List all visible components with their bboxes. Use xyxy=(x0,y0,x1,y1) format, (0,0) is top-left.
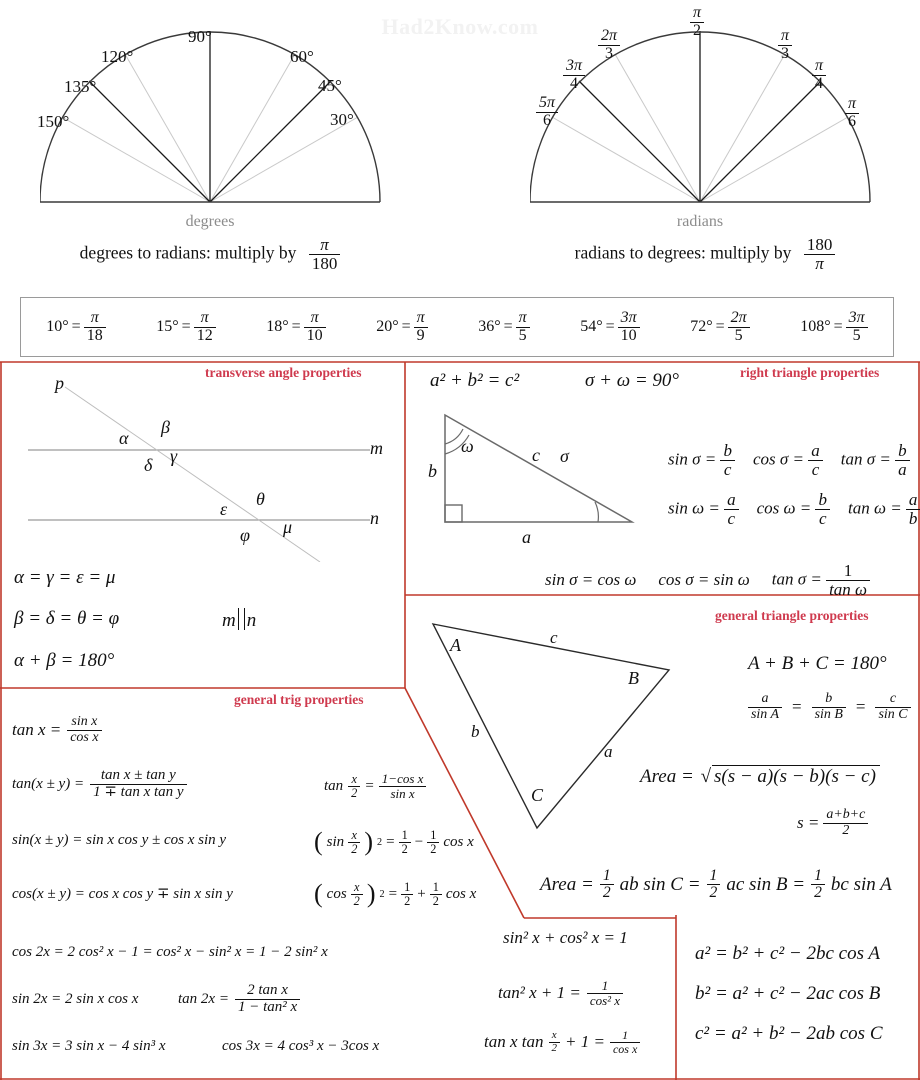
heron-radicand: s(s − a)(s − b)(s − c) xyxy=(712,765,880,788)
law-of-sines-term-a xyxy=(748,692,782,722)
t2-num: 1 xyxy=(432,879,439,894)
conversion-radians xyxy=(618,310,640,345)
degree-label-150: 150° xyxy=(37,112,70,131)
right-triangle-angle-omega: ω xyxy=(461,436,474,456)
cofunction-tan xyxy=(772,562,870,599)
law-of-cosines-c: c² = a² + b² − 2ab cos C xyxy=(695,1023,883,1044)
conversion-degrees: 20° xyxy=(376,318,399,335)
ratio-num: b xyxy=(723,441,732,460)
factor-denominator: 180 xyxy=(309,254,341,273)
pythagorean-identity-2 xyxy=(498,979,623,1007)
tan-def-lhs: tan x = xyxy=(12,720,62,740)
tangent-definition xyxy=(12,715,102,745)
angle-label-epsilon: ε xyxy=(220,499,228,519)
transverse-lines-diagram xyxy=(20,372,400,562)
t2-num: 1 xyxy=(430,827,437,842)
sin-half-lhs: sin xyxy=(326,833,345,850)
ratio-lhs: tan σ = xyxy=(840,449,891,469)
id3-fraction xyxy=(610,1029,640,1055)
operator: + xyxy=(417,885,426,902)
tan-omega-ratio xyxy=(848,491,920,528)
ratio-den: c xyxy=(724,509,739,528)
degree-label-45: 45° xyxy=(318,76,342,95)
pythagorean-theorem: a² + b² = c² xyxy=(430,370,520,391)
radian-label-pi-over-6 xyxy=(845,96,859,131)
ratio-den: c xyxy=(720,460,735,479)
radian-label-3pi-over-4 xyxy=(563,58,585,93)
los-num: c xyxy=(889,691,897,706)
rad-num: π xyxy=(848,95,857,112)
general-triangle-vertex-B: B xyxy=(628,668,639,688)
tail: cos x xyxy=(443,833,474,850)
eq: = xyxy=(388,885,398,902)
tan-def-fraction xyxy=(67,715,101,745)
ratio-den: a xyxy=(895,460,910,479)
general-triangle-side-c: c xyxy=(550,628,558,647)
semiperimeter-fraction xyxy=(823,808,868,838)
id3-lhs: tan x tan xyxy=(484,1032,544,1052)
t1-num: 1 xyxy=(401,827,408,842)
cosine-sum-formula: cos(x ± y) = cos x cos y ∓ sin x sin y xyxy=(12,886,233,902)
tangent-half-angle xyxy=(324,772,426,800)
arg-num: x xyxy=(351,771,357,786)
angle-label-mu: μ xyxy=(283,517,293,537)
tan-num: sin x xyxy=(71,714,98,729)
arg-den: 2 xyxy=(549,1042,561,1055)
arg-den: 2 xyxy=(351,894,363,908)
herons-formula xyxy=(640,765,880,788)
exponent: 2 xyxy=(377,836,383,848)
half-num: 1 xyxy=(814,867,822,884)
general-triangle-angle-sum: A + B + C = 180° xyxy=(748,653,887,674)
ratio-num: a xyxy=(908,490,918,509)
general-triangle-side-b: b xyxy=(471,722,480,741)
half-term-2 xyxy=(427,829,439,856)
tan-half-arg xyxy=(348,773,360,800)
area-half-3 xyxy=(811,868,825,902)
degree-label-30: 30° xyxy=(330,110,354,129)
operator: − xyxy=(414,833,424,850)
transversal-label-p: p xyxy=(55,373,64,393)
general-triangle-panel-header: general triangle properties xyxy=(715,608,869,623)
law-of-sines xyxy=(748,692,911,722)
conversion-entry: 36° = $\frac{\pi}{5}$ xyxy=(478,310,529,345)
degree-radian-conversion-table xyxy=(20,297,894,357)
rad-den: 6 xyxy=(536,112,558,130)
tangent-sum-formula xyxy=(12,768,187,801)
parallel-m: m xyxy=(222,610,236,632)
conversion-radians xyxy=(728,310,750,345)
rad-num: π xyxy=(815,57,824,74)
half-num: 1 xyxy=(709,867,718,884)
area-tail-2: ac sin B = xyxy=(726,873,806,895)
parallel-symbol xyxy=(238,608,245,630)
t2-den: 2 xyxy=(427,842,439,856)
rad-num: π xyxy=(781,27,790,44)
tan-sum-lhs: tan(x ± y) = xyxy=(12,775,85,792)
semiperimeter-lhs: s = xyxy=(797,813,820,833)
ratio-lhs: tan ω = xyxy=(847,498,902,518)
t2-den: 2 xyxy=(430,894,442,908)
conversion-entry: 10° = $\frac{\pi}{18}$ xyxy=(46,310,105,345)
ratio-den: c xyxy=(815,509,830,528)
law-of-cosines-b: b² = a² + c² − 2ac cos B xyxy=(695,983,881,1004)
rad-den: 4 xyxy=(812,75,826,93)
los-den: sin C xyxy=(875,707,910,723)
right-triangle-diagram xyxy=(420,400,650,535)
conversion-entry: 54° = $\frac{3\pi}{10}$ xyxy=(580,310,639,345)
t1-den: 2 xyxy=(401,894,413,908)
arg-den: 2 xyxy=(348,842,360,856)
sine-half-squared xyxy=(314,827,474,857)
area-half-1 xyxy=(600,868,614,902)
right-triangle-angle-sigma: σ xyxy=(560,446,569,466)
conversion-degrees: 108° xyxy=(800,318,831,335)
arg-num: x xyxy=(351,827,357,842)
rad-den: 3 xyxy=(598,45,620,63)
ratio-num: b xyxy=(818,490,827,509)
conv-num: 3π xyxy=(848,308,865,326)
conversion-entry: 18° = $\frac{\pi}{10}$ xyxy=(266,310,325,345)
law-of-cosines-a: a² = b² + c² − 2bc cos A xyxy=(695,943,881,964)
conv-den: 18 xyxy=(84,327,106,345)
th-den: sin x xyxy=(379,786,427,801)
conv-num: 2π xyxy=(730,308,747,326)
cos-half-arg xyxy=(351,881,363,908)
ratio-lhs: sin ω = xyxy=(668,498,720,518)
conversion-radians xyxy=(846,310,868,345)
ratio-num: b xyxy=(898,441,907,460)
eq: = xyxy=(386,833,395,850)
half-num: 1 xyxy=(602,867,611,884)
conversion-radians xyxy=(516,310,530,345)
conversion-degrees: 72° xyxy=(690,318,713,335)
conversion-entry: 20° = $\frac{\pi}{9}$ xyxy=(376,310,427,345)
sine-double-angle: sin 2x = 2 sin x cos x xyxy=(12,991,139,1007)
tan2x-fraction xyxy=(235,983,300,1016)
cofunction-num: 1 xyxy=(843,561,853,580)
conversion-degrees: 54° xyxy=(580,318,603,335)
equals-1: = xyxy=(792,697,802,717)
half-term-2 xyxy=(430,881,442,908)
cofunction-den: tan ω xyxy=(826,580,870,599)
area-tail-3: bc sin A xyxy=(830,873,892,895)
rad-num: π xyxy=(693,4,702,21)
ratio-fraction xyxy=(720,442,735,479)
conv-num: π xyxy=(416,308,425,326)
right-triangle-side-b: b xyxy=(428,461,437,481)
arg-den: 2 xyxy=(348,786,360,800)
tan-sigma-ratio xyxy=(841,442,910,479)
general-triangle-vertex-A: A xyxy=(450,635,461,655)
ratio-fraction xyxy=(815,491,830,528)
radians-caption: radians xyxy=(676,213,724,230)
id2-num: 1 xyxy=(601,978,609,993)
id2-lhs: tan² x + 1 = xyxy=(498,983,581,1003)
rad-den: 2 xyxy=(690,22,704,40)
rad-den: 3 xyxy=(778,45,792,63)
conversion-degrees: 36° xyxy=(478,318,501,335)
ratio-lhs: sin σ = xyxy=(668,449,717,469)
conv-den: 12 xyxy=(194,327,216,345)
ratio-lhs: cos σ = xyxy=(752,449,804,469)
tail: cos x xyxy=(445,885,477,902)
heron-lhs: Area = xyxy=(640,766,694,787)
watermark: Had2Know.com xyxy=(381,14,539,39)
conv-den: 5 xyxy=(846,327,868,345)
paren-close: ) xyxy=(364,827,374,856)
area-sine-formula xyxy=(540,868,892,902)
degrees-to-radians-text: degrees to radians: multiply by xyxy=(79,242,297,263)
general-triangle-side-a: a xyxy=(604,742,613,761)
half-den: 2 xyxy=(600,884,614,901)
cofunction-identities xyxy=(545,562,870,599)
radian-label-pi-over-4 xyxy=(812,58,826,93)
radian-label-5pi-over-6 xyxy=(536,95,558,130)
radians-to-degrees-note xyxy=(490,236,920,273)
arg-num: x xyxy=(551,1029,557,1042)
right-triangle-ratios-row-2 xyxy=(668,491,920,528)
sp-num: a+b+c xyxy=(826,807,866,822)
ratio-num: a xyxy=(727,490,736,509)
exponent: 2 xyxy=(379,888,385,900)
right-triangle-side-a: a xyxy=(522,527,531,547)
los-den: sin B xyxy=(812,707,846,723)
conversion-radians xyxy=(304,310,326,345)
cofunction-tan-lhs: tan σ = xyxy=(771,569,822,589)
t1-den: 2 xyxy=(399,842,411,856)
angle-label-theta: θ xyxy=(256,489,265,509)
general-trig-panel-header: general trig properties xyxy=(234,692,364,707)
law-of-sines-term-c xyxy=(875,692,910,722)
degree-label-60: 60° xyxy=(290,47,314,66)
angle-label-beta: β xyxy=(161,417,170,437)
degree-label-135: 135° xyxy=(64,77,97,96)
radian-label-pi-over-3 xyxy=(778,28,792,63)
right-triangle-panel-header: right triangle properties xyxy=(740,365,880,380)
ratio-den: b xyxy=(906,509,920,528)
sp-den: 2 xyxy=(823,823,868,839)
paren-open: ( xyxy=(314,879,323,908)
angle-label-alpha: α xyxy=(119,428,129,448)
area-half-2 xyxy=(707,868,721,902)
conversion-radians xyxy=(194,310,216,345)
id3-den: cos x xyxy=(610,1042,640,1056)
half-den: 2 xyxy=(707,884,721,901)
degrees-caption: degrees xyxy=(185,213,235,230)
square-root: √ s(s − a)(s − b)(s − c) xyxy=(699,765,880,788)
radians-to-degrees-text: radians to degrees: multiply by xyxy=(574,242,792,263)
cosine-double-angle: cos 2x = 2 cos² x − 1 = cos² x − sin² x = 1 − 2 sin² x xyxy=(12,944,328,960)
ratio-fraction xyxy=(906,491,920,528)
cos-sigma-ratio xyxy=(753,442,823,479)
half-term-1 xyxy=(399,829,411,856)
tan-half-fraction xyxy=(379,772,427,800)
degree-label-90: 90° xyxy=(188,27,212,46)
sin-omega-ratio xyxy=(668,491,739,528)
rad-num: 5π xyxy=(539,94,556,111)
rad-den: 4 xyxy=(563,75,585,93)
conversion-degrees: 15° xyxy=(156,318,179,335)
conversion-degrees: 10° xyxy=(46,318,69,335)
line-label-n: n xyxy=(370,508,379,528)
rad-num: 3π xyxy=(566,57,583,74)
rad-den: 6 xyxy=(845,113,859,131)
general-triangle-vertex-C: C xyxy=(531,785,544,805)
los-den: sin A xyxy=(748,707,782,723)
factor-numerator: 180 xyxy=(806,235,833,254)
conv-den: 5 xyxy=(728,327,750,345)
tan-sum-num: tan x ± tan y xyxy=(100,767,176,783)
id3-num: 1 xyxy=(622,1028,629,1042)
tan-half-eq: = xyxy=(365,777,374,794)
pythagorean-identity-3 xyxy=(484,1029,640,1055)
th-num: 1−cos x xyxy=(381,771,424,786)
conversion-entry: 108° = $\frac{3\pi}{5}$ xyxy=(800,310,867,345)
radian-label-2pi-over-3 xyxy=(598,28,620,63)
conversion-radians xyxy=(414,310,428,345)
law-of-sines-term-b xyxy=(812,692,846,722)
radian-label-pi-over-2 xyxy=(690,5,704,40)
conversion-degrees: 18° xyxy=(266,318,289,335)
los-num: b xyxy=(825,691,833,706)
cofunction-sin: sin σ = cos ω xyxy=(545,570,637,590)
right-triangle-ratios-row-1 xyxy=(668,442,910,479)
ratio-fraction xyxy=(895,442,910,479)
sine-triple-angle: sin 3x = 3 sin x − 4 sin³ x xyxy=(12,1038,166,1054)
tan-sum-fraction xyxy=(90,768,186,801)
sin-sigma-ratio xyxy=(668,442,735,479)
t2x-den: 1 − tan² x xyxy=(235,999,300,1016)
cosine-half-squared xyxy=(314,879,476,909)
ratio-num: a xyxy=(811,441,820,460)
transverse-equation-2: β = δ = θ = φ xyxy=(14,608,120,629)
parallel-statement xyxy=(222,608,256,632)
ratio-fraction xyxy=(808,442,823,479)
cos-half-lhs: cos xyxy=(326,885,347,902)
degrees-to-radians-note xyxy=(0,236,420,273)
t2x-num: 2 tan x xyxy=(247,982,288,998)
ratio-den: c xyxy=(808,460,823,479)
conv-num: π xyxy=(310,308,319,326)
angle-label-gamma: γ xyxy=(170,446,178,466)
conversion-radians xyxy=(84,310,106,345)
cofunction-tan-fraction xyxy=(826,562,870,599)
degree-label-120: 120° xyxy=(101,47,134,66)
tangent-double-angle xyxy=(178,983,300,1016)
sine-sum-formula: sin(x ± y) = sin x cos y ± cos x sin y xyxy=(12,832,227,848)
degrees-to-radians-factor xyxy=(309,236,341,273)
conv-num: 3π xyxy=(620,308,637,326)
area-lead: Area = xyxy=(540,873,594,895)
conv-den: 9 xyxy=(414,327,428,345)
parallel-n: n xyxy=(246,610,257,632)
cos-omega-ratio xyxy=(757,491,830,528)
tan-den: cos x xyxy=(67,730,101,746)
conv-den: 5 xyxy=(516,327,530,345)
conv-den: 10 xyxy=(304,327,326,345)
los-num: a xyxy=(761,691,769,706)
t1-num: 1 xyxy=(404,879,411,894)
radians-protractor-diagram xyxy=(530,20,890,215)
id3-mid: + 1 = xyxy=(565,1032,605,1052)
conversion-entry: 15° = $\frac{\pi}{12}$ xyxy=(156,310,215,345)
angle-label-delta: δ xyxy=(144,455,153,475)
equals-2: = xyxy=(855,697,866,717)
paren-close: ) xyxy=(366,879,376,908)
half-den: 2 xyxy=(811,884,825,901)
tan-half-lhs: tan xyxy=(324,777,344,794)
ratio-fraction xyxy=(724,491,739,528)
conv-num: π xyxy=(90,308,99,326)
sin-half-arg xyxy=(348,829,360,856)
rad-num: 2π xyxy=(601,27,618,44)
half-term-1 xyxy=(401,881,413,908)
tan2x-lhs: tan 2x = xyxy=(178,990,229,1007)
factor-denominator: π xyxy=(804,254,836,273)
id2-den: cos² x xyxy=(587,993,623,1008)
conv-num: π xyxy=(518,308,527,326)
id2-fraction xyxy=(587,979,623,1007)
cofunction-cos: cos σ = sin ω xyxy=(658,570,750,590)
ratio-lhs: cos ω = xyxy=(756,498,812,518)
area-tail-1: ab sin C = xyxy=(619,873,701,895)
radians-to-degrees-factor xyxy=(804,236,836,273)
paren-open: ( xyxy=(314,827,323,856)
arg-num: x xyxy=(354,879,360,894)
tan-sum-den: 1 ∓ tan x tan y xyxy=(90,784,186,801)
transverse-panel-header: transverse angle properties xyxy=(205,365,362,380)
conversion-entry: 72° = $\frac{2\pi}{5}$ xyxy=(690,310,749,345)
pythagorean-identity-1: sin² x + cos² x = 1 xyxy=(503,928,628,947)
transverse-equation-3: α + β = 180° xyxy=(14,650,115,671)
right-triangle-angle-sum: σ + ω = 90° xyxy=(585,370,680,391)
right-triangle-side-c: c xyxy=(532,445,540,465)
factor-numerator: π xyxy=(320,235,329,254)
angle-label-phi: φ xyxy=(240,525,250,545)
id3-arg xyxy=(549,1030,561,1054)
general-triangle-diagram xyxy=(420,610,700,830)
transverse-equation-1: α = γ = ε = μ xyxy=(14,567,116,588)
cosine-triple-angle: cos 3x = 4 cos³ x − 3cos x xyxy=(222,1038,380,1054)
semiperimeter-definition xyxy=(797,808,868,838)
conv-den: 10 xyxy=(618,327,640,345)
conv-num: π xyxy=(200,308,209,326)
line-label-m: m xyxy=(370,438,383,458)
